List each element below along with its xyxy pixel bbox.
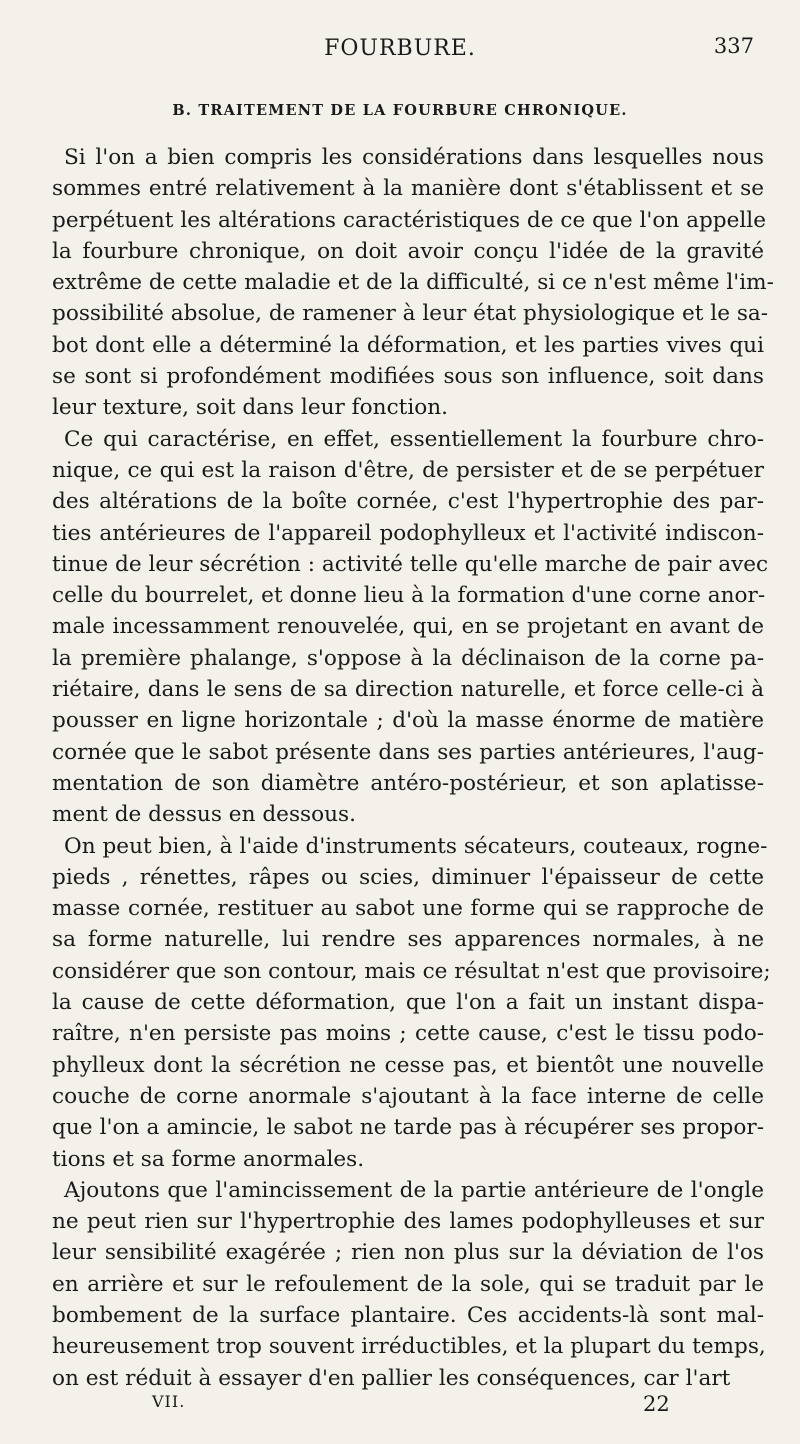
- text-line: des altérations de la boîte cornée, c'est l'hypertrophie des par-: [52, 489, 764, 515]
- text-line: tinue de leur sécrétion : activité telle qu'elle marche de pair avec: [52, 551, 769, 577]
- signature-mark: VII.: [152, 1392, 186, 1411]
- text-line: ties antérieures de l'appareil podophylleux et l'activité indiscon-: [52, 520, 764, 546]
- text-line: heureusement trop souvent irréductibles, et la plupart du temps,: [52, 1334, 766, 1360]
- text-line: extrême de cette maladie et de la difficulté, si ce n'est même l'im-: [52, 270, 774, 296]
- text-line: perpétuent les altérations caractéristiques de ce que l'on appelle: [52, 207, 766, 233]
- body-text: [52, 142, 774, 1394]
- text-line: la fourbure chronique, on doit avoir conçu l'idée de la gravité: [52, 238, 764, 264]
- text-line: en arrière et sur le refoulement de la sole, qui se traduit par le: [52, 1271, 764, 1297]
- text-line: ment de dessus en dessous.: [52, 802, 356, 828]
- running-title: FOURBURE.: [324, 36, 476, 61]
- text-line: Ajoutons que l'amincissement de la partie antérieure de l'ongle: [64, 1177, 764, 1203]
- text-line: on est réduit à essayer d'en pallier les conséquences, car l'art: [52, 1365, 731, 1391]
- text-line: mentation de son diamètre antéro-postérieur, et son aplatisse-: [52, 770, 764, 796]
- text-line: masse cornée, restituer au sabot une forme qui se rapproche de: [52, 896, 764, 922]
- text-line: On peut bien, à l'aide d'instruments sécateurs, couteaux, rogne-: [64, 833, 768, 859]
- text-line: ne peut rien sur l'hypertrophie des lames podophylleuses et sur: [52, 1209, 764, 1235]
- paragraph: [52, 424, 769, 831]
- text-line: nique, ce qui est la raison d'être, de persister et de se perpétuer: [52, 457, 764, 483]
- text-line: raître, n'en persiste pas moins ; cette cause, c'est le tissu podo-: [52, 1021, 764, 1047]
- text-line: leur texture, soit dans leur fonction.: [52, 395, 449, 421]
- text-line: cornée que le sabot présente dans ses parties antérieures, l'aug-: [52, 739, 764, 765]
- text-line: se sont si profondément modifiées sous son influence, soit dans: [52, 364, 764, 390]
- text-line: leur sensibilité exagérée ; rien non plus sur la déviation de l'os: [52, 1240, 764, 1266]
- paragraph: [52, 142, 774, 424]
- text-line: pieds , rénettes, râpes ou scies, diminuer l'épaisseur de cette: [52, 864, 764, 890]
- text-line: pousser en ligne horizontale ; d'où la masse énorme de matière: [52, 708, 764, 734]
- text-line: couche de corne anormale s'ajoutant à la face interne de celle: [52, 1083, 764, 1109]
- text-line: considérer que son contour, mais ce résultat n'est que provisoire;: [52, 958, 771, 984]
- sheet-number: 22: [643, 1392, 670, 1416]
- text-line: possibilité absolue, de ramener à leur état physiologique et le sa-: [52, 301, 769, 327]
- paragraph: [52, 831, 771, 1175]
- text-line: bombement de la surface plantaire. Ces accidents-là sont mal-: [52, 1302, 764, 1328]
- text-line: la première phalange, s'oppose à la déclinaison de la corne pa-: [52, 645, 764, 671]
- page-number: 337: [713, 34, 754, 58]
- text-line: sommes entré relativement à la manière dont s'établissent et se: [52, 176, 764, 202]
- text-line: phylleux dont la sécrétion ne cesse pas, et bientôt une nouvelle: [52, 1052, 764, 1078]
- text-line: riétaire, dans le sens de sa direction naturelle, et force celle-ci à: [52, 677, 764, 703]
- text-line: sa forme naturelle, lui rendre ses apparences normales, à ne: [52, 927, 764, 953]
- text-line: male incessamment renouvelée, qui, en se projetant en avant de: [52, 614, 764, 640]
- text-line: Si l'on a bien compris les considérations dans lesquelles nous: [64, 145, 764, 170]
- paragraph: [52, 1175, 764, 1394]
- text-line: que l'on a amincie, le sabot ne tarde pas à récupérer ses propor-: [52, 1115, 764, 1141]
- text-line: Ce qui caractérise, en effet, essentiellement la fourbure chro-: [64, 426, 764, 452]
- text-line: celle du bourrelet, et donne lieu à la formation d'une corne anor-: [52, 583, 766, 609]
- text-line: la cause de cette déformation, que l'on a fait un instant dispa-: [52, 990, 764, 1016]
- text-line: tions et sa forme anormales.: [52, 1146, 365, 1172]
- text-line: bot dont elle a déterminé la déformation, et les parties vives qui: [52, 332, 764, 358]
- section-heading: B. TRAITEMENT DE LA FOURBURE CHRONIQUE.: [172, 102, 628, 119]
- running-head: [0, 30, 800, 70]
